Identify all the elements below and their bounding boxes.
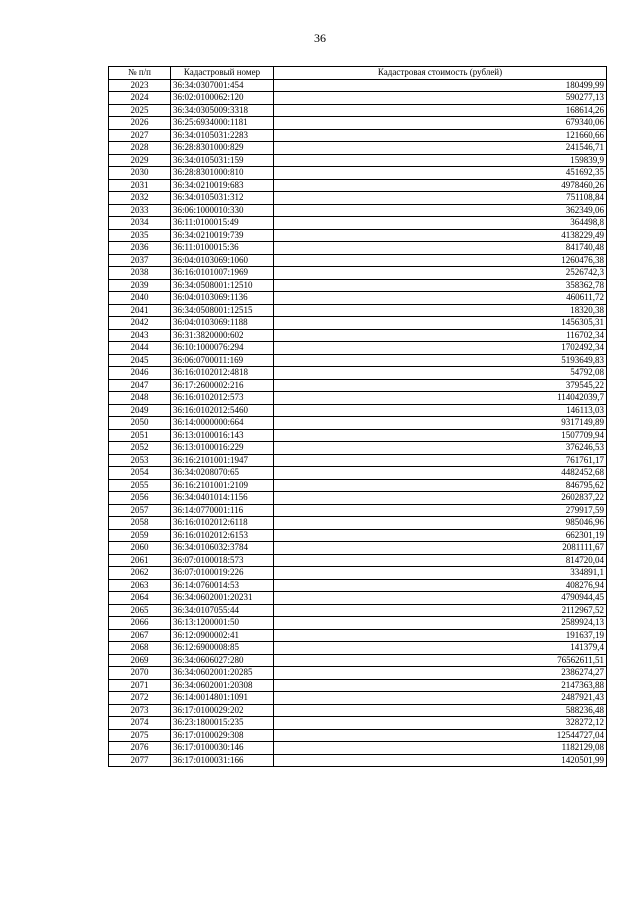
table-row <box>109 679 607 692</box>
cadastral-cost: 180499,99 <box>274 79 607 92</box>
cadastral-number: 36:17:0100031:166 <box>171 754 274 767</box>
table-row <box>109 367 607 380</box>
cadastral-cost: 590277,13 <box>274 92 607 105</box>
cadastral-number: 36:16:2101001:2109 <box>171 479 274 492</box>
row-number: 2032 <box>109 192 171 205</box>
cadastral-table <box>108 66 607 767</box>
row-number: 2033 <box>109 204 171 217</box>
table-row <box>109 529 607 542</box>
cadastral-number: 36:34:0105031:2283 <box>171 129 274 142</box>
row-number: 2061 <box>109 554 171 567</box>
cadastral-number: 36:34:0602001:20285 <box>171 667 274 680</box>
table-row <box>109 179 607 192</box>
table-row <box>109 242 607 255</box>
table-row <box>109 217 607 230</box>
row-number: 2039 <box>109 279 171 292</box>
cadastral-number: 36:04:0103069:1188 <box>171 317 274 330</box>
header-cadastral-cost: Кадастровая стоимость (рублей) <box>274 67 607 80</box>
row-number: 2040 <box>109 292 171 305</box>
cadastral-number: 36:17:0100030:146 <box>171 742 274 755</box>
row-number: 2069 <box>109 654 171 667</box>
row-number: 2064 <box>109 592 171 605</box>
cadastral-cost: 116702,34 <box>274 329 607 342</box>
row-number: 2041 <box>109 304 171 317</box>
cadastral-number: 36:16:0102012:573 <box>171 392 274 405</box>
table-row <box>109 604 607 617</box>
cadastral-number: 36:16:2101001:1947 <box>171 454 274 467</box>
table-row <box>109 392 607 405</box>
cadastral-number: 36:34:0210019:683 <box>171 179 274 192</box>
cadastral-number: 36:02:0100062:120 <box>171 92 274 105</box>
table-row <box>109 79 607 92</box>
cadastral-cost: 2487921,43 <box>274 692 607 705</box>
table-row <box>109 342 607 355</box>
table-row <box>109 717 607 730</box>
row-number: 2056 <box>109 492 171 505</box>
table-row <box>109 579 607 592</box>
row-number: 2047 <box>109 379 171 392</box>
cadastral-cost: 841740,48 <box>274 242 607 255</box>
row-number: 2075 <box>109 729 171 742</box>
cadastral-cost: 76562611,51 <box>274 654 607 667</box>
row-number: 2049 <box>109 404 171 417</box>
cadastral-number: 36:16:0101007:1969 <box>171 267 274 280</box>
table-row <box>109 354 607 367</box>
cadastral-cost: 279917,59 <box>274 504 607 517</box>
cadastral-cost: 159839,9 <box>274 154 607 167</box>
table-row <box>109 442 607 455</box>
table-row <box>109 229 607 242</box>
cadastral-number: 36:28:8301000:810 <box>171 167 274 180</box>
cadastral-cost: 121660,66 <box>274 129 607 142</box>
cadastral-number: 36:34:0508001:12515 <box>171 304 274 317</box>
row-number: 2055 <box>109 479 171 492</box>
row-number: 2067 <box>109 629 171 642</box>
table-row <box>109 629 607 642</box>
cadastral-number: 36:17:0100029:202 <box>171 704 274 717</box>
cadastral-number: 36:34:0508001:12510 <box>171 279 274 292</box>
row-number: 2071 <box>109 679 171 692</box>
cadastral-number: 36:34:0307001:454 <box>171 79 274 92</box>
table-row <box>109 542 607 555</box>
cadastral-number: 36:28:8301000:829 <box>171 142 274 155</box>
cadastral-number: 36:34:0401014:1156 <box>171 492 274 505</box>
cadastral-cost: 2602837,22 <box>274 492 607 505</box>
cadastral-cost: 460611,72 <box>274 292 607 305</box>
cadastral-cost: 2112967,52 <box>274 604 607 617</box>
row-number: 2058 <box>109 517 171 530</box>
table-row <box>109 329 607 342</box>
table-row <box>109 492 607 505</box>
table-row <box>109 642 607 655</box>
cadastral-cost: 679340,06 <box>274 117 607 130</box>
cadastral-number: 36:34:0105031:312 <box>171 192 274 205</box>
cadastral-number: 36:14:0760014:53 <box>171 579 274 592</box>
table-row <box>109 592 607 605</box>
table-row <box>109 567 607 580</box>
cadastral-cost: 985046,96 <box>274 517 607 530</box>
cadastral-number: 36:34:0107055:44 <box>171 604 274 617</box>
cadastral-number: 36:34:0602001:20308 <box>171 679 274 692</box>
cadastral-cost: 1702492,34 <box>274 342 607 355</box>
row-number: 2050 <box>109 417 171 430</box>
table-row <box>109 554 607 567</box>
cadastral-number: 36:17:2600002:216 <box>171 379 274 392</box>
row-number: 2023 <box>109 79 171 92</box>
cadastral-number: 36:12:0900002:41 <box>171 629 274 642</box>
cadastral-number: 36:11:0100015:36 <box>171 242 274 255</box>
table-row <box>109 379 607 392</box>
table-row <box>109 704 607 717</box>
cadastral-number: 36:25:6934000:1181 <box>171 117 274 130</box>
table-row <box>109 467 607 480</box>
cadastral-cost: 2081111,67 <box>274 542 607 555</box>
row-number: 2051 <box>109 429 171 442</box>
cadastral-cost: 2589924,13 <box>274 617 607 630</box>
header-cadastral-number: Кадастровый номер <box>171 67 274 80</box>
cadastral-number: 36:34:0210019:739 <box>171 229 274 242</box>
cadastral-number: 36:06:0700011:169 <box>171 354 274 367</box>
row-number: 2034 <box>109 217 171 230</box>
row-number: 2072 <box>109 692 171 705</box>
cadastral-number: 36:04:0103069:1136 <box>171 292 274 305</box>
row-number: 2043 <box>109 329 171 342</box>
cadastral-number: 36:34:0602001:20231 <box>171 592 274 605</box>
row-number: 2052 <box>109 442 171 455</box>
row-number: 2025 <box>109 104 171 117</box>
table-row <box>109 104 607 117</box>
row-number: 2029 <box>109 154 171 167</box>
cadastral-cost: 1182129,08 <box>274 742 607 755</box>
cadastral-number: 36:14:0014801:1091 <box>171 692 274 705</box>
table-row <box>109 192 607 205</box>
cadastral-number: 36:16:0102012:6153 <box>171 529 274 542</box>
cadastral-cost: 12544727,04 <box>274 729 607 742</box>
row-number: 2044 <box>109 342 171 355</box>
table-row <box>109 517 607 530</box>
table-row <box>109 254 607 267</box>
table-row <box>109 267 607 280</box>
cadastral-number: 36:34:0106032:3784 <box>171 542 274 555</box>
cadastral-number: 36:13:0100016:229 <box>171 442 274 455</box>
cadastral-cost: 1456305,31 <box>274 317 607 330</box>
row-number: 2066 <box>109 617 171 630</box>
table-row <box>109 617 607 630</box>
cadastral-cost: 362349,06 <box>274 204 607 217</box>
cadastral-number: 36:34:0105031:159 <box>171 154 274 167</box>
cadastral-cost: 662301,19 <box>274 529 607 542</box>
row-number: 2077 <box>109 754 171 767</box>
cadastral-number: 36:11:0100015:49 <box>171 217 274 230</box>
row-number: 2048 <box>109 392 171 405</box>
row-number: 2042 <box>109 317 171 330</box>
row-number: 2028 <box>109 142 171 155</box>
table-row <box>109 92 607 105</box>
row-number: 2031 <box>109 179 171 192</box>
cadastral-cost: 4790944,45 <box>274 592 607 605</box>
cadastral-cost: 751108,84 <box>274 192 607 205</box>
cadastral-cost: 846795,62 <box>274 479 607 492</box>
table-row <box>109 404 607 417</box>
row-number: 2046 <box>109 367 171 380</box>
table-row <box>109 417 607 430</box>
cadastral-number: 36:13:1200001:50 <box>171 617 274 630</box>
row-number: 2076 <box>109 742 171 755</box>
cadastral-cost: 588236,48 <box>274 704 607 717</box>
cadastral-cost: 1420501,99 <box>274 754 607 767</box>
table-row <box>109 142 607 155</box>
table-row <box>109 279 607 292</box>
cadastral-cost: 328272,12 <box>274 717 607 730</box>
cadastral-cost: 364498,8 <box>274 217 607 230</box>
cadastral-cost: 114042039,7 <box>274 392 607 405</box>
row-number: 2070 <box>109 667 171 680</box>
table-row <box>109 117 607 130</box>
cadastral-number: 36:16:0102012:6118 <box>171 517 274 530</box>
table-row <box>109 292 607 305</box>
row-number: 2037 <box>109 254 171 267</box>
cadastral-number: 36:14:0770001:116 <box>171 504 274 517</box>
table-row <box>109 167 607 180</box>
table-row <box>109 742 607 755</box>
cadastral-cost: 54792,08 <box>274 367 607 380</box>
cadastral-number: 36:13:0100016:143 <box>171 429 274 442</box>
cadastral-cost: 4978460,26 <box>274 179 607 192</box>
table-row <box>109 729 607 742</box>
table-row <box>109 504 607 517</box>
cadastral-number: 36:06:1000010:330 <box>171 204 274 217</box>
row-number: 2024 <box>109 92 171 105</box>
row-number: 2036 <box>109 242 171 255</box>
table-row <box>109 129 607 142</box>
table-row <box>109 754 607 767</box>
cadastral-number: 36:16:0102012:4818 <box>171 367 274 380</box>
row-number: 2053 <box>109 454 171 467</box>
cadastral-cost: 2526742,3 <box>274 267 607 280</box>
row-number: 2057 <box>109 504 171 517</box>
cadastral-cost: 9317149,89 <box>274 417 607 430</box>
cadastral-cost: 2386274,27 <box>274 667 607 680</box>
cadastral-cost: 168614,26 <box>274 104 607 117</box>
table-row <box>109 479 607 492</box>
cadastral-number: 36:23:1800015:235 <box>171 717 274 730</box>
table-row <box>109 692 607 705</box>
table-header-row <box>109 67 607 80</box>
row-number: 2065 <box>109 604 171 617</box>
table-row <box>109 654 607 667</box>
cadastral-cost: 451692,35 <box>274 167 607 180</box>
cadastral-number: 36:07:0100018:573 <box>171 554 274 567</box>
row-number: 2062 <box>109 567 171 580</box>
cadastral-number: 36:34:0305009:3318 <box>171 104 274 117</box>
row-number: 2068 <box>109 642 171 655</box>
cadastral-number: 36:12:6900008:85 <box>171 642 274 655</box>
cadastral-number: 36:17:0100029:308 <box>171 729 274 742</box>
cadastral-cost: 4138229,49 <box>274 229 607 242</box>
row-number: 2035 <box>109 229 171 242</box>
cadastral-cost: 1507709,94 <box>274 429 607 442</box>
row-number: 2045 <box>109 354 171 367</box>
cadastral-cost: 2147363,88 <box>274 679 607 692</box>
cadastral-cost: 334891,1 <box>274 567 607 580</box>
cadastral-cost: 241546,71 <box>274 142 607 155</box>
row-number: 2060 <box>109 542 171 555</box>
cadastral-cost: 376246,53 <box>274 442 607 455</box>
table-row <box>109 317 607 330</box>
row-number: 2026 <box>109 117 171 130</box>
cadastral-cost: 5193649,83 <box>274 354 607 367</box>
row-number: 2073 <box>109 704 171 717</box>
cadastral-cost: 18320,38 <box>274 304 607 317</box>
table-row <box>109 154 607 167</box>
cadastral-cost: 408276,94 <box>274 579 607 592</box>
header-number: № п/п <box>109 67 171 80</box>
table-row <box>109 429 607 442</box>
cadastral-number: 36:10:1000076:294 <box>171 342 274 355</box>
cadastral-cost: 379545,22 <box>274 379 607 392</box>
table-row <box>109 454 607 467</box>
row-number: 2059 <box>109 529 171 542</box>
cadastral-number: 36:04:0103069:1060 <box>171 254 274 267</box>
table-row <box>109 667 607 680</box>
table-row <box>109 304 607 317</box>
cadastral-cost: 191637,19 <box>274 629 607 642</box>
cadastral-cost: 146113,03 <box>274 404 607 417</box>
cadastral-cost: 358362,78 <box>274 279 607 292</box>
cadastral-number: 36:16:0102012:5460 <box>171 404 274 417</box>
cadastral-number: 36:31:3820000:602 <box>171 329 274 342</box>
cadastral-number: 36:34:0606027:280 <box>171 654 274 667</box>
cadastral-cost: 4482452,68 <box>274 467 607 480</box>
row-number: 2054 <box>109 467 171 480</box>
cadastral-cost: 814720,04 <box>274 554 607 567</box>
page-number: 36 <box>314 31 326 45</box>
table-row <box>109 204 607 217</box>
row-number: 2063 <box>109 579 171 592</box>
cadastral-number: 36:14:0000000:664 <box>171 417 274 430</box>
cadastral-cost: 761761,17 <box>274 454 607 467</box>
cadastral-cost: 1260476,38 <box>274 254 607 267</box>
row-number: 2038 <box>109 267 171 280</box>
cadastral-cost: 141379,4 <box>274 642 607 655</box>
cadastral-number: 36:07:0100019:226 <box>171 567 274 580</box>
cadastral-number: 36:34:0208070:65 <box>171 467 274 480</box>
row-number: 2074 <box>109 717 171 730</box>
row-number: 2030 <box>109 167 171 180</box>
row-number: 2027 <box>109 129 171 142</box>
